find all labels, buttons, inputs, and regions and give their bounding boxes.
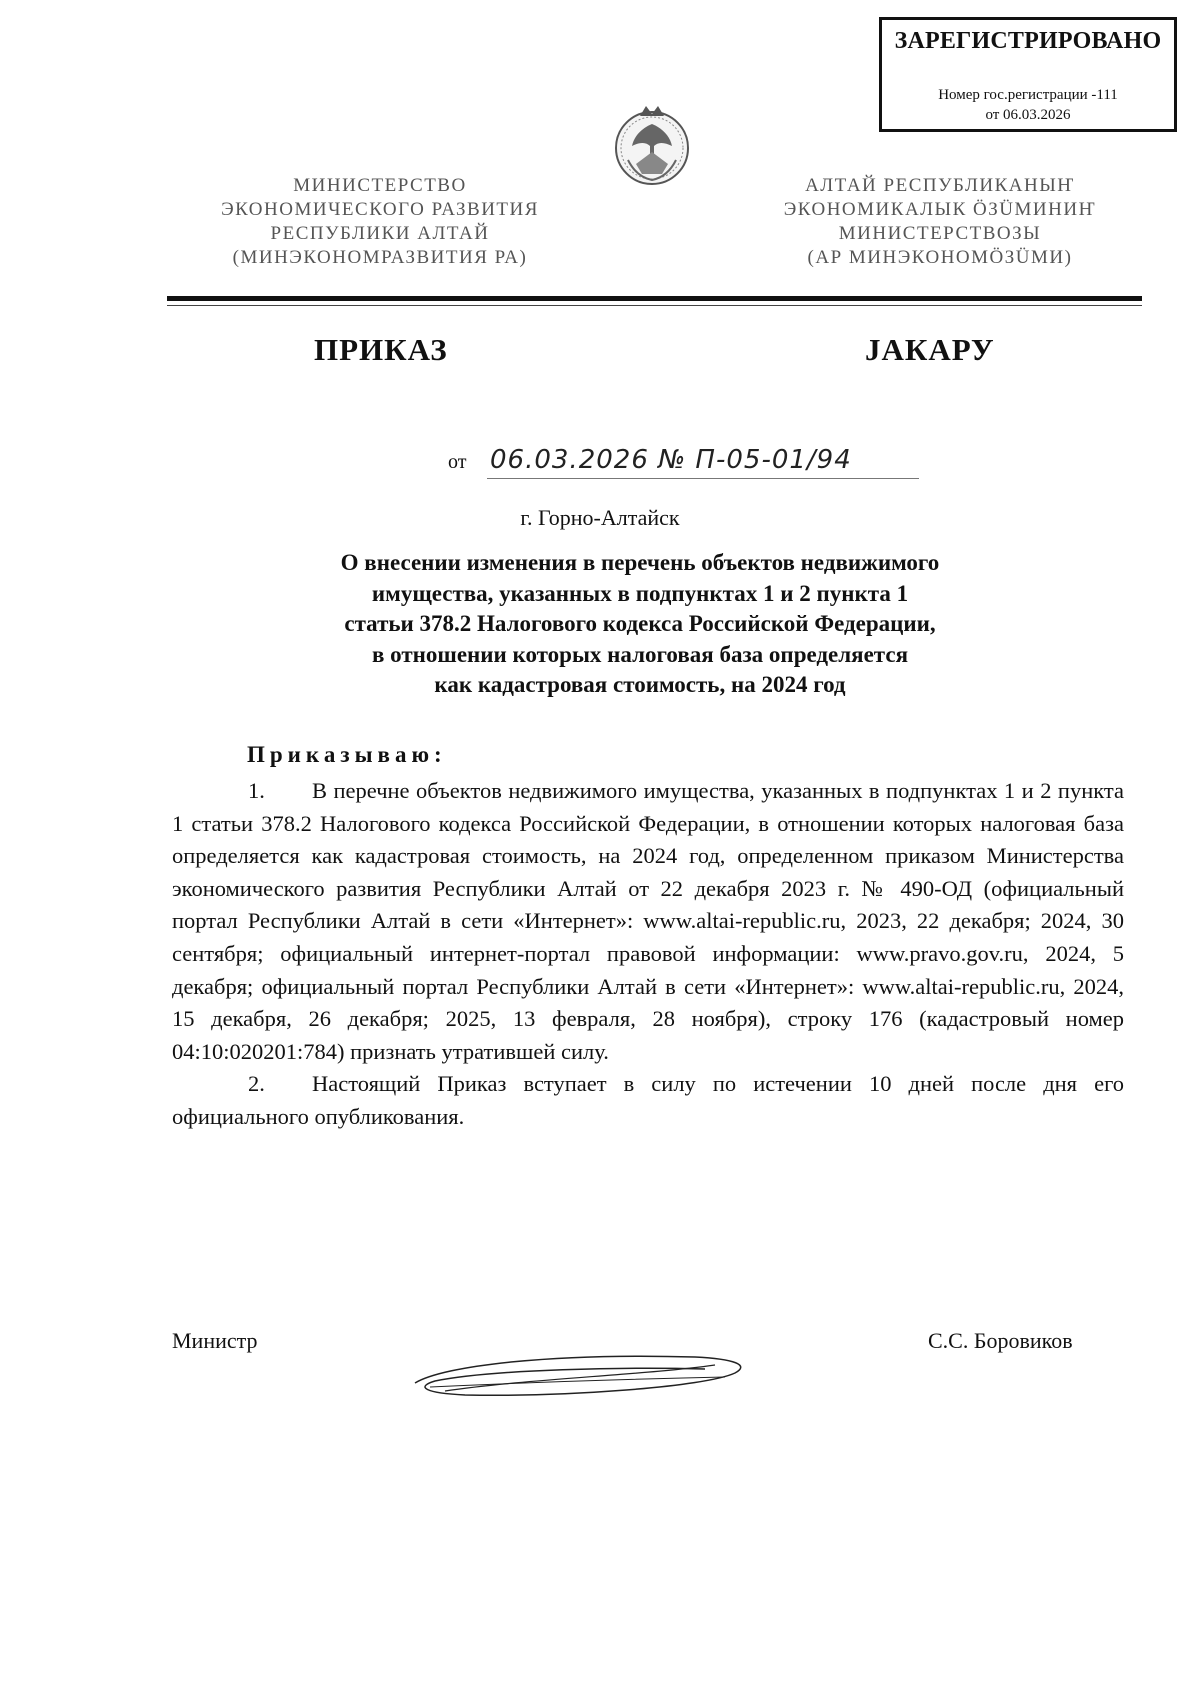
header-line: (МИНЭКОНОМРАЗВИТИЯ РА) [232, 247, 528, 268]
republic-altai-coat-of-arms-icon [612, 102, 692, 190]
header-line: МИНИСТЕРСТВОЗЫ [838, 223, 1042, 244]
document-body [172, 775, 1124, 1134]
doc-type-altai: JАКАРУ [865, 332, 995, 367]
header-divider-thin [167, 305, 1142, 306]
stamp-reg-number: Номер гос.регистрации -111 [938, 87, 1118, 103]
order-word: Приказываю: [247, 742, 447, 767]
item-text: Настоящий Приказ вступает в силу по истечении 10 дней после дня его официального опубликования. [172, 1071, 1124, 1129]
date-prefix: от [448, 451, 467, 473]
header-line: ЭКОНОМИЧЕСКОГО РАЗВИТИЯ [221, 199, 539, 220]
header-line: (АР МИНЭКОНОМÖЗÜМИ) [807, 247, 1073, 268]
ministry-header-russian [200, 174, 560, 270]
ministry-header-altai [760, 174, 1120, 270]
doc-type-russian: ПРИКАЗ [314, 332, 448, 367]
date-underline [487, 478, 919, 479]
document-title [240, 548, 1040, 701]
title-line: статьи 378.2 Налогового кодекса Российской Федерации, [344, 611, 936, 636]
item-number: 1. [248, 778, 265, 803]
title-line: имущества, указанных в подпунктах 1 и 2 пункта 1 [371, 580, 909, 606]
header-line: МИНИСТЕРСТВО [293, 175, 467, 196]
registration-stamp [879, 17, 1177, 132]
header-line: РЕСПУБЛИКИ АЛТАЙ [270, 223, 490, 244]
city: г. Горно-Алтайск [520, 505, 680, 530]
title-line: О внесении изменения в перечень объектов недвижимого [340, 550, 940, 575]
header-line: АЛТАЙ РЕСПУБЛИКАНЫҤ [805, 175, 1075, 196]
handwritten-signature [405, 1335, 765, 1405]
handwritten-date-number: 06.03.2026 № П-05-01/94 [490, 445, 852, 475]
signer-position: Министр [172, 1328, 258, 1353]
header-line: ЭКОНОМИКАЛЫК ÖЗÜМИНИҤ [783, 199, 1097, 220]
stamp-reg-date: от 06.03.2026 [985, 107, 1071, 123]
order-item [172, 775, 1124, 1068]
order-item [172, 1068, 1124, 1133]
title-line: в отношении которых налоговая база определяется [371, 641, 909, 667]
stamp-title: ЗАРЕГИСТРИРОВАНО [894, 28, 1162, 54]
signer-name: С.С. Боровиков [928, 1328, 1073, 1353]
title-line: как кадастровая стоимость, на 2024 год [434, 672, 846, 697]
item-text: В перечне объектов недвижимого имущества, указанных в подпунктах 1 и 2 пункта 1 статьи 378.2 Налогового кодекса Российской Федерации, в отношении которых налоговая база определяется как кадастровая стоимость, на 2024 год, определенном приказом Министерства экономического развития Республики Алтай от 22 декабря 2023 г. № 490-ОД (официальный портал Республики Алтай в сети «Интернет»: www.altai-republic.ru, 2023, 22 декабря; 2024, 30 сентября; официальный интернет-портал правовой информации: www.pravo.gov.ru, 2024, 5 декабря; официальный портал Республики Алтай в сети «Интернет»: www.altai-republic.ru, 2024, 15 декабря, 26 декабря; 2025, 13 февраля, 28 ноября), строку 176 (кадастровый номер 04:10:020201:784) признать утратившей силу. [172, 778, 1124, 1064]
item-number: 2. [248, 1071, 265, 1097]
header-divider-thick [167, 296, 1142, 301]
